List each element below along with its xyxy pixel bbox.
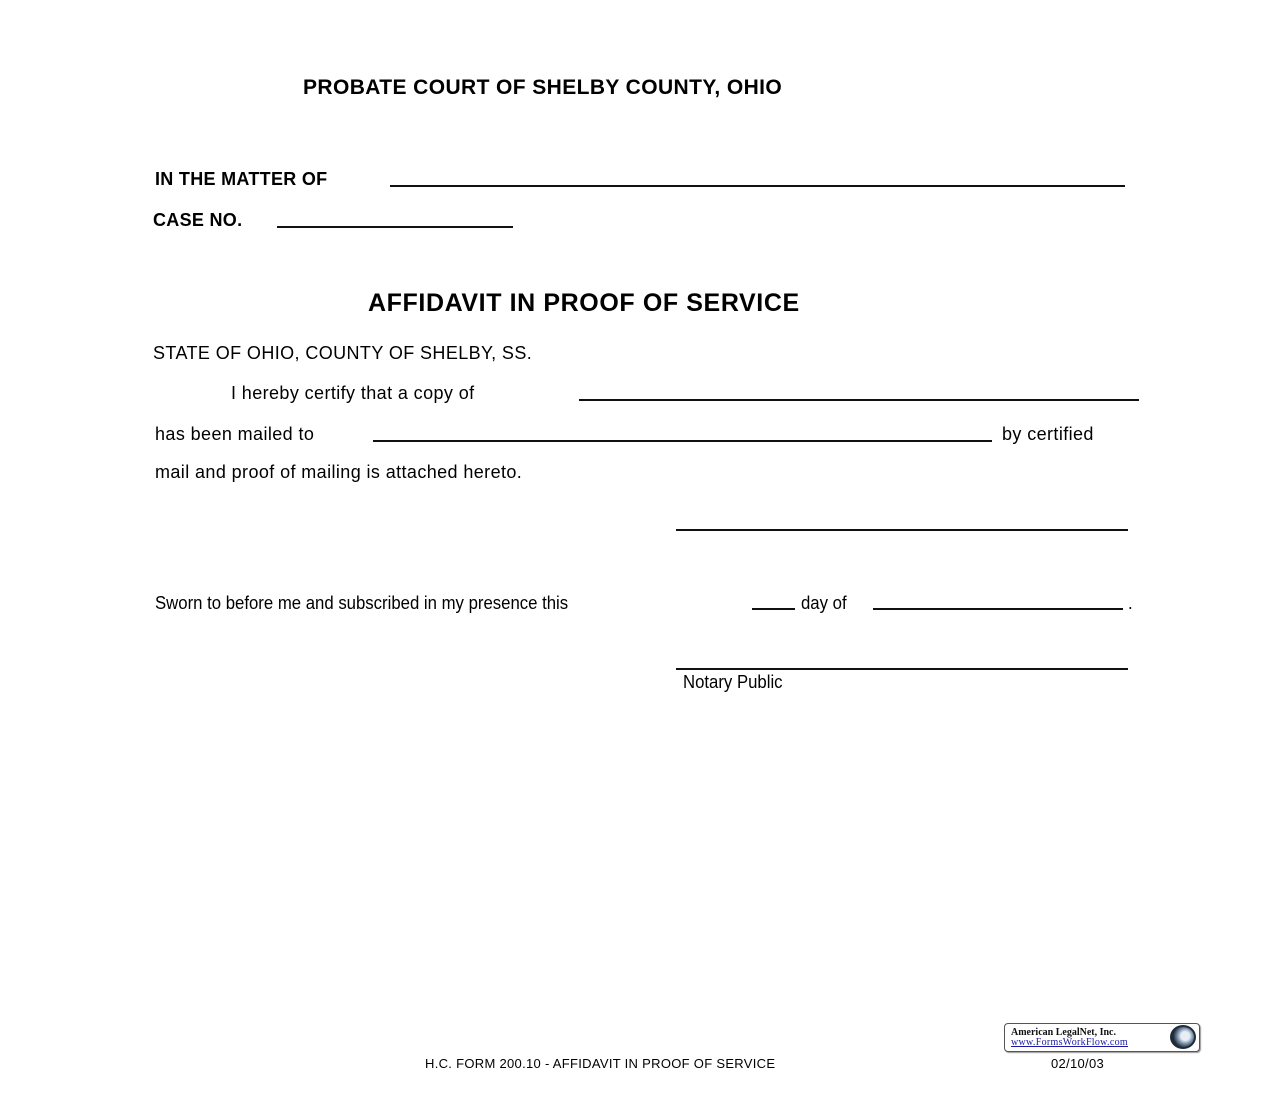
sworn-text: Sworn to before me and subscribed in my presence this	[155, 593, 569, 613]
closing-text: mail and proof of mailing is attached hereto.	[155, 462, 523, 482]
notary-signature-line[interactable]	[676, 668, 1128, 670]
period-text: .	[1128, 593, 1133, 613]
matter-label: IN THE MATTER OF	[155, 169, 328, 189]
case-number-field[interactable]	[277, 226, 513, 228]
by-certified-text: by certified	[1002, 424, 1094, 444]
case-number-label: CASE NO.	[153, 210, 243, 230]
copy-of-field[interactable]	[579, 399, 1139, 401]
matter-field[interactable]	[390, 185, 1125, 187]
globe-icon	[1170, 1025, 1196, 1049]
venue-text: STATE OF OHIO, COUNTY OF SHELBY, SS.	[153, 343, 533, 363]
form-id: H.C. FORM 200.10 - AFFIDAVIT IN PROOF OF SERVICE	[425, 1056, 776, 1071]
court-title: PROBATE COURT OF SHELBY COUNTY, OHIO	[303, 76, 783, 99]
logo-url[interactable]: www.FormsWorkFlow.com	[1011, 1037, 1128, 1048]
month-field[interactable]	[873, 608, 1123, 610]
notary-label: Notary Public	[683, 672, 783, 692]
mailed-to-field[interactable]	[373, 440, 992, 442]
affiant-signature-line[interactable]	[676, 529, 1128, 531]
day-field[interactable]	[752, 608, 795, 610]
logo-name: American LegalNet, Inc.	[1011, 1027, 1116, 1038]
form-date: 02/10/03	[1051, 1056, 1105, 1071]
vendor-logo[interactable]	[1004, 1023, 1200, 1052]
day-of-text: day of	[801, 593, 847, 613]
document-title: AFFIDAVIT IN PROOF OF SERVICE	[368, 289, 800, 317]
certify-text: I hereby certify that a copy of	[231, 383, 475, 403]
mailed-to-text: has been mailed to	[155, 424, 315, 444]
